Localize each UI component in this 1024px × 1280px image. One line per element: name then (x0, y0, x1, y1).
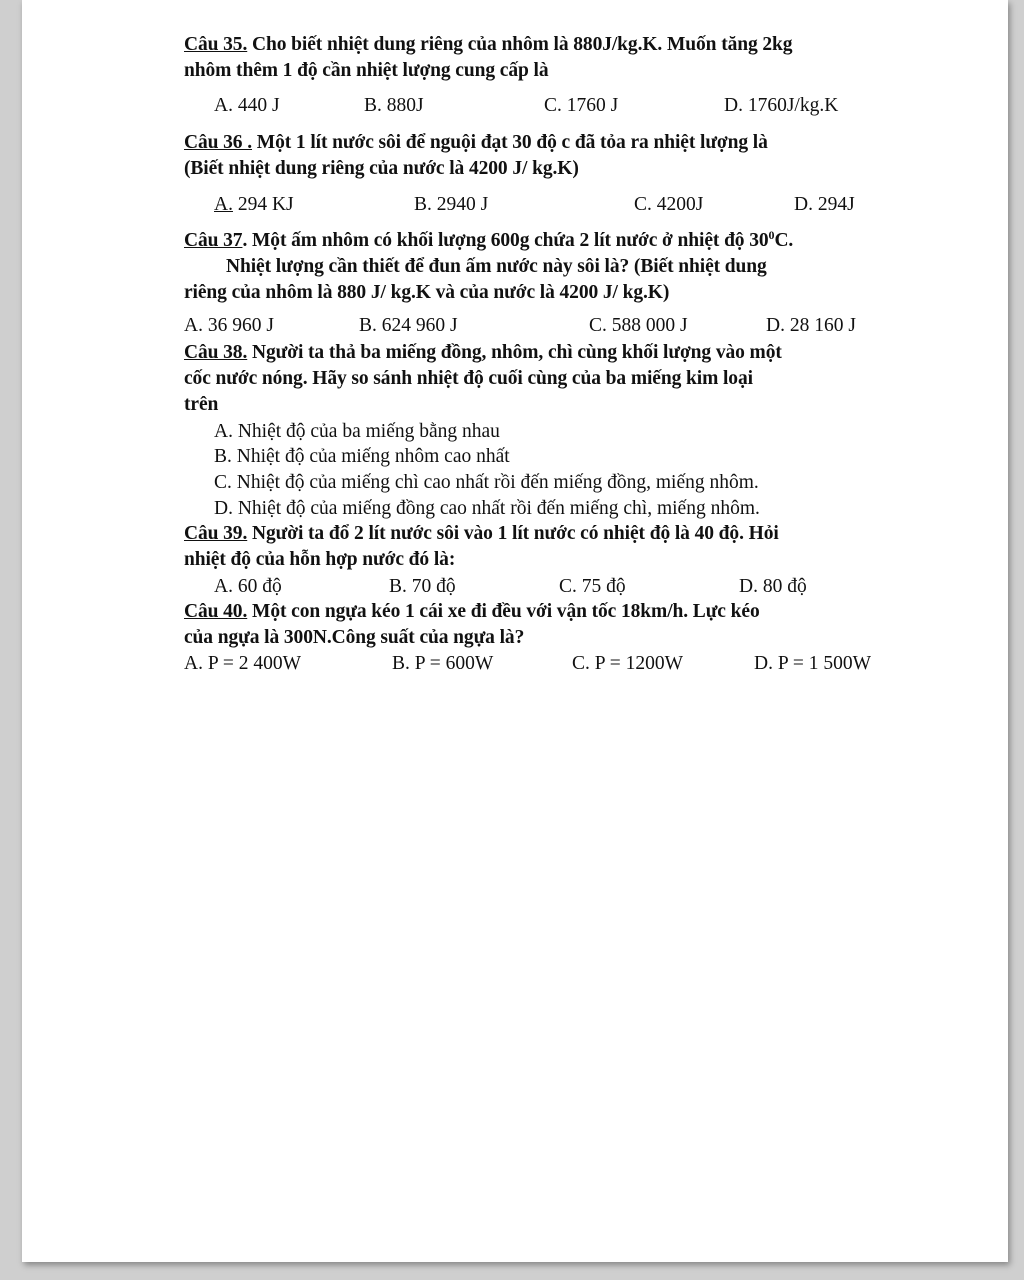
question-text-line: Người ta đổ 2 lít nước sôi vào 1 lít nước có nhiệt độ là 40 độ. Hỏi (247, 523, 779, 544)
question-39 (184, 521, 904, 573)
question-text-line: nhiệt độ của hỗn hợp nước đó là: (184, 549, 456, 570)
question-number: Câu 40. (184, 601, 248, 622)
question-37 (184, 228, 904, 306)
question-number: Câu 37 (184, 230, 243, 251)
answer-option: B. 624 960 J (359, 315, 458, 336)
superscript: 0 (768, 228, 775, 242)
question-text-line: riêng của nhôm là 880 J/ kg.K và của nước là 4200 J/ kg.K) (184, 282, 670, 303)
question-number: Câu 36 . (184, 132, 253, 153)
question-text-line: (Biết nhiệt dung riêng của nước là 4200 J/ kg.K) (184, 158, 579, 179)
answer-option: A. 36 960 J (184, 315, 274, 336)
answer-option: B. P = 600W (392, 653, 494, 674)
answer-option: A. 60 độ (214, 576, 282, 597)
question-36 (184, 130, 904, 182)
question-number: Câu 35. (184, 34, 248, 55)
answer-option: D. 1760J/kg.K (724, 95, 839, 116)
answer-option: C. 588 000 J (589, 315, 688, 336)
answer-option: D. 28 160 J (766, 315, 856, 336)
question-text-line: nhôm thêm 1 độ cần nhiệt lượng cung cấp là (184, 60, 549, 81)
answer-option: A. 440 J (214, 95, 280, 116)
answer-option: D. P = 1 500W (754, 653, 871, 674)
question-text-line: Một 1 lít nước sôi để nguội đạt 30 độ c đã tỏa ra nhiệt lượng là (252, 132, 768, 153)
answer-option: C. 4200J (634, 194, 704, 215)
question-number: Câu 39. (184, 523, 248, 544)
question-text-line: của ngựa là 300N.Công suất của ngựa là? (184, 627, 525, 648)
answer-option: D. 294J (794, 194, 855, 215)
answer-option-prefix: A. (214, 194, 233, 215)
question-text-line: trên (184, 394, 219, 415)
answer-option: D. 80 độ (739, 576, 807, 597)
answer-option: C. 75 độ (559, 576, 626, 597)
answer-option: B. 2940 J (414, 194, 489, 215)
question-text-line: . Một ấm nhôm có khối lượng 600g chứa 2 lít nước ở nhiệt độ 30 (242, 230, 769, 251)
question-number: Câu 38. (184, 342, 248, 363)
document-page (22, 0, 1008, 1262)
question-38 (184, 340, 904, 418)
answer-option: B. 70 độ (389, 576, 456, 597)
answer-option: A. P = 2 400W (184, 653, 301, 674)
answer-option-text: 294 KJ (237, 194, 294, 215)
answer-option: A. Nhiệt độ của ba miếng bằng nhau (214, 421, 500, 442)
answer-option (214, 193, 294, 217)
question-35 (184, 32, 904, 84)
answer-option: B. 880J (364, 95, 424, 116)
answer-option: D. Nhiệt độ của miếng đồng cao nhất rồi đến miếng chì, miếng nhôm. (214, 498, 760, 519)
question-text-line: Cho biết nhiệt dung riêng của nhôm là 880J/kg.K. Muốn tăng 2kg (247, 34, 793, 55)
question-40 (184, 599, 904, 651)
answer-option: C. Nhiệt độ của miếng chì cao nhất rồi đến miếng đồng, miếng nhôm. (214, 472, 759, 493)
answer-option: C. P = 1200W (572, 653, 684, 674)
answer-option: C. 1760 J (544, 95, 619, 116)
question-text-line: Một con ngựa kéo 1 cái xe đi đều với vận tốc 18km/h. Lực kéo (247, 601, 760, 622)
answer-option: B. Nhiệt độ của miếng nhôm cao nhất (214, 446, 510, 467)
question-text-line: C. (774, 230, 794, 251)
question-text-line: Nhiệt lượng cần thiết để đun ấm nước này sôi là? (Biết nhiệt dung (226, 256, 767, 277)
question-text-line: cốc nước nóng. Hãy so sánh nhiệt độ cuối cùng của ba miếng kim loại (184, 368, 753, 389)
question-text-line: Người ta thả ba miếng đồng, nhôm, chì cùng khối lượng vào một (247, 342, 782, 363)
